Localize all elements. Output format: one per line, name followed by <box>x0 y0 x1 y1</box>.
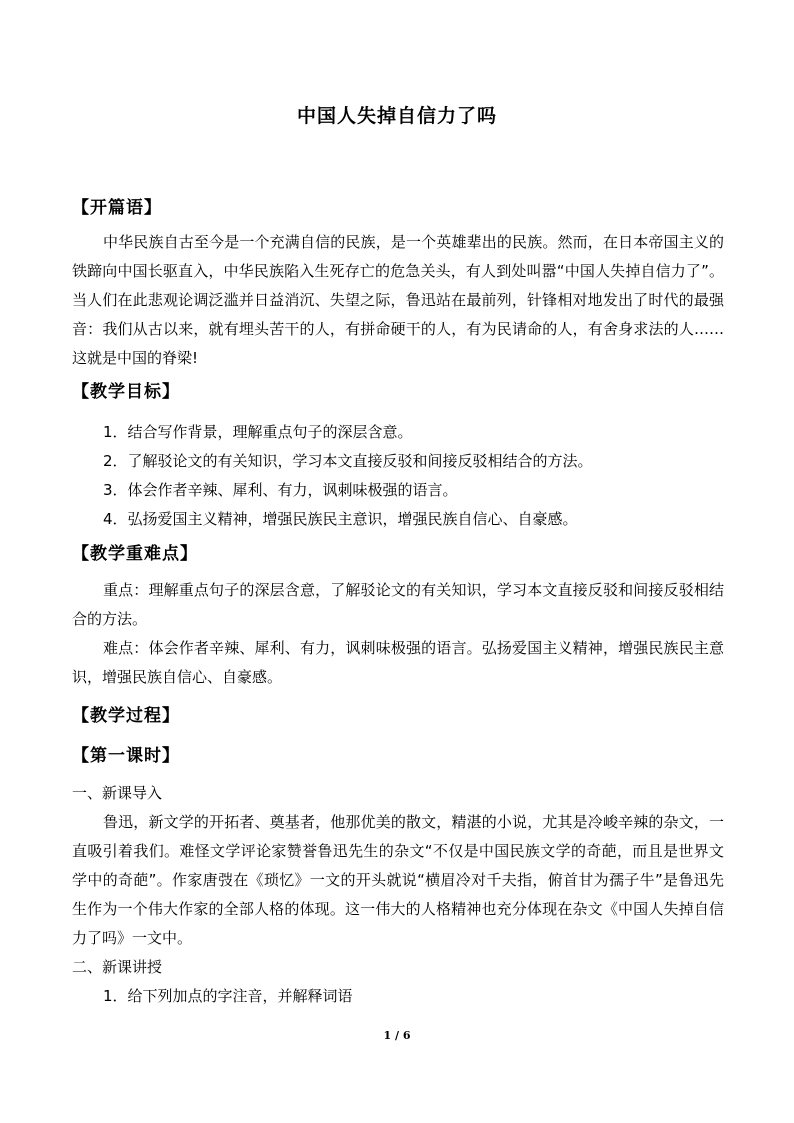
heading-lesson-one: 【第一课时】 <box>72 746 180 766</box>
paragraph-opening: 中华民族自古至今是一个充满自信的民族，是一个英雄辈出的民族。然而，在日本帝国主义的铁蹄向中国长驱直入，中华民族陷入生死存亡的危急关头，有人到处叫嚣“中国人失掉自信力了”。当人们在此悲观论调泛滥并日益消沉、失望之际，鲁迅站在最前列，针锋相对地发出了时代的最强音：我们从古以来，就有埋头苦干的人，有拼命硬干的人，有为民请命的人，有舍身求法的人……这就是中国的脊梁! <box>72 233 724 367</box>
heading-key-points: 【教学重难点】 <box>72 544 198 564</box>
goal-item-3: 3．体会作者辛辣、犀利、有力，讽刺味极强的语言。 <box>103 481 458 499</box>
label-new-lesson-lecture: 二、新课讲授 <box>72 958 163 976</box>
heading-opening: 【开篇语】 <box>72 198 162 218</box>
lecture-item-1: 1．给下列加点的字注音，并解释词语 <box>103 987 353 1005</box>
heading-goals: 【教学目标】 <box>72 382 180 402</box>
paragraph-focus: 重点：理解重点句子的深层含意，了解驳论文的有关知识，学习本文直接反驳和间接反驳相结合的方法。 <box>72 581 724 628</box>
goal-item-2: 2．了解驳论文的有关知识，学习本文直接反驳和间接反驳相结合的方法。 <box>103 452 593 470</box>
heading-process: 【教学过程】 <box>72 706 180 726</box>
paragraph-intro: 鲁迅，新文学的开拓者、奠基者，他那优美的散文，精湛的小说，尤其是冷峻辛辣的杂文，一直吸引着我们。难怪文学评论家赞誉鲁迅先生的杂文“不仅是中国民族文学的奇葩，而且是世界文学中的奇葩”。作家唐弢在《琐忆》一文的开头就说“横眉冷对千夫指，俯首甘为孺子牛”是鲁迅先生作为一个伟大作家的全部人格的体现。这一伟大的人格精神也充分体现在杂文《中国人失掉自信力了吗》一文中。 <box>72 813 724 947</box>
label-new-lesson-intro: 一、新课导入 <box>72 784 163 802</box>
goal-item-1: 1．结合写作背景，理解重点句子的深层含意。 <box>103 423 413 441</box>
page-number: 1 / 6 <box>383 1029 411 1042</box>
goal-item-4: 4．弘扬爱国主义精神，增强民族民主意识，增强民族自信心、自豪感。 <box>103 510 578 528</box>
document-title: 中国人失掉自信力了吗 <box>296 105 497 127</box>
paragraph-difficulty: 难点：体会作者辛辣、犀利、有力，讽刺味极强的语言。弘扬爱国主义精神，增强民族民主意识，增强民族自信心、自豪感。 <box>72 639 724 686</box>
